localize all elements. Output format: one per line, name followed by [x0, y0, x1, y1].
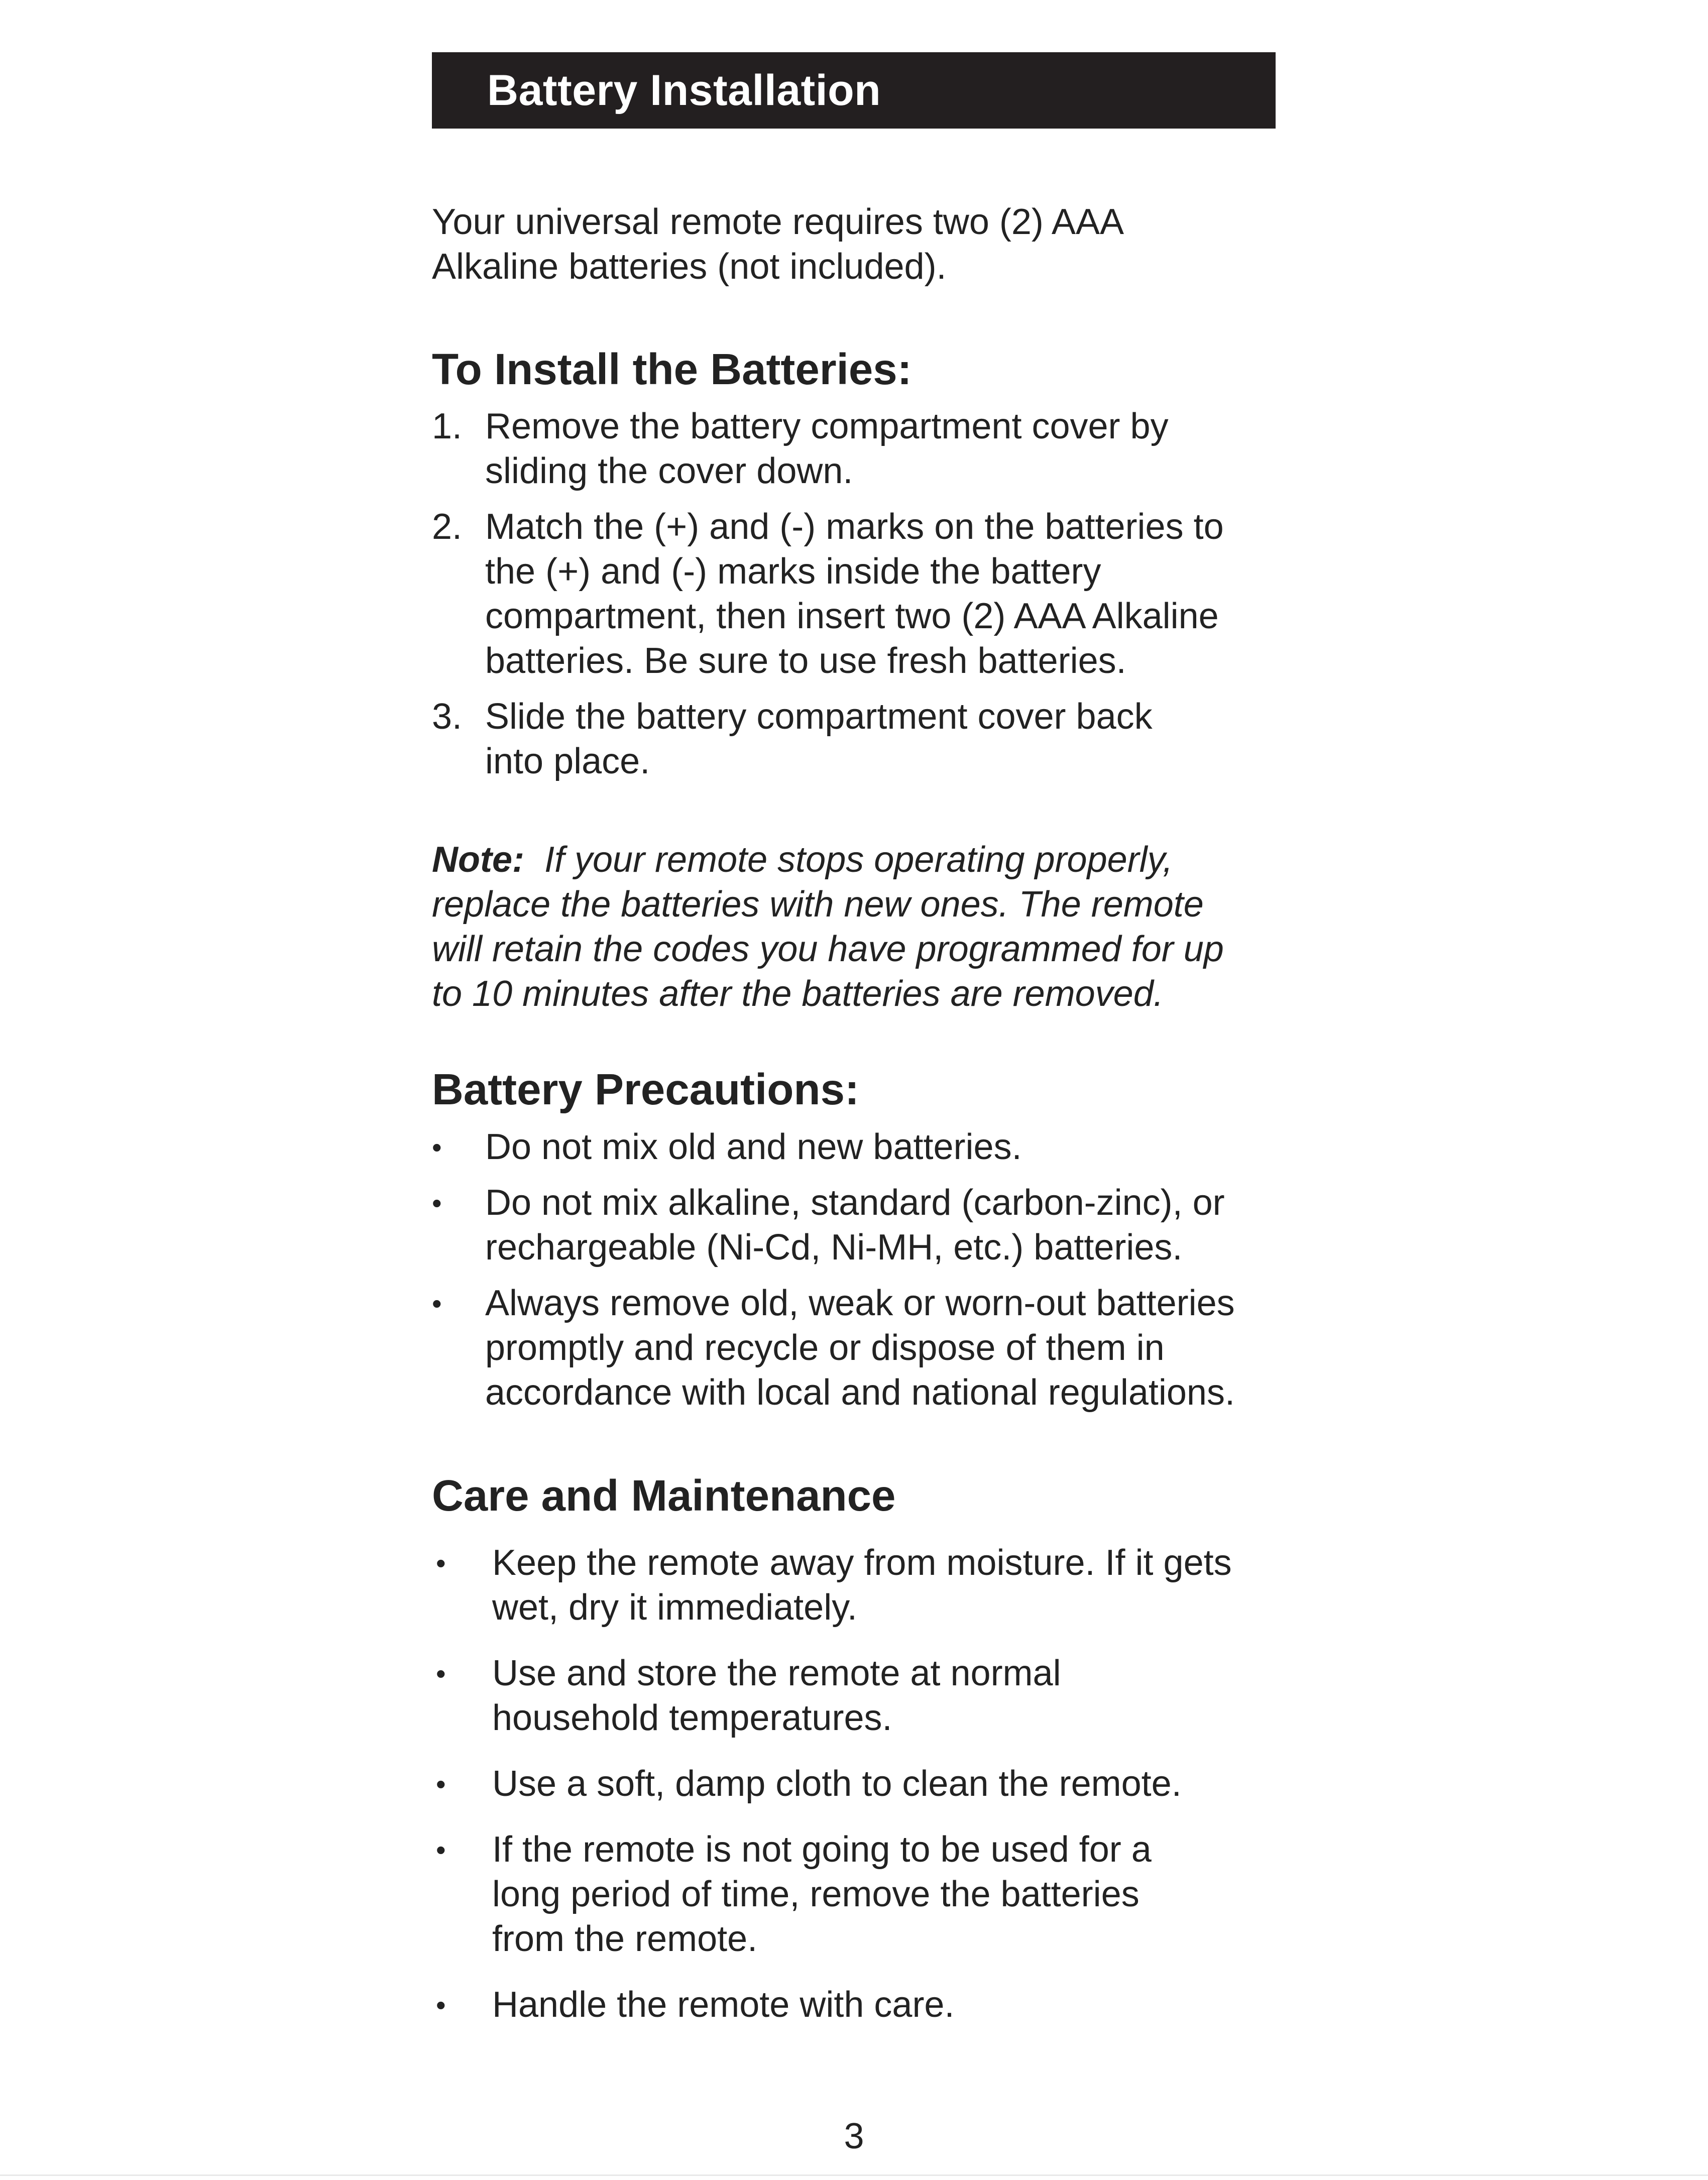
care-text: If the remote is not going to be used for a long period of time, remove the batteries from the remote.: [492, 1829, 1152, 1959]
care-item: [432, 1827, 1276, 1962]
note-text: If your remote stops operating properly, replace the batteries with new ones. The remote will retain the codes you have programmed for up to 10 minutes after the batteries are removed.: [432, 840, 1224, 1014]
bottom-edge-divider: [0, 2174, 1708, 2176]
step-text: Match the (+) and (-) marks on the batteries to the (+) and (-) marks inside the battery compartment, then insert two (2) AAA Alkaline batteries. Be sure to use fresh batteries.: [485, 507, 1224, 681]
bullet-icon: •: [436, 1834, 446, 1866]
bullet-icon: •: [432, 1288, 442, 1319]
care-item: [432, 1983, 1276, 2027]
step-number: 2.: [432, 507, 463, 547]
precaution-text: Always remove old, weak or worn-out batteries promptly and recycle or dispose of them in accordance with local and national regulations.: [485, 1283, 1235, 1413]
precaution-text: Do not mix old and new batteries.: [485, 1127, 1022, 1167]
care-text: Keep the remote away from moisture. If it gets wet, dry it immediately.: [492, 1543, 1232, 1628]
care-heading-block: [432, 1471, 1276, 1521]
precautions-heading-block: [432, 1065, 1276, 1115]
bullet-icon: •: [436, 1768, 446, 1800]
section-banner: [432, 52, 1276, 129]
bullet-icon: •: [432, 1131, 442, 1163]
precaution-item: [432, 1281, 1286, 1415]
bullet-icon: •: [432, 1187, 442, 1219]
install-heading: To Install the Batteries:: [432, 345, 912, 394]
install-step: [432, 695, 1256, 784]
precaution-item: [432, 1125, 1286, 1170]
care-heading: Care and Maintenance: [432, 1471, 896, 1520]
care-item: [432, 1762, 1276, 1806]
care-text: Use and store the remote at normal household temperatures.: [492, 1653, 1061, 1738]
step-number: 1.: [432, 406, 463, 446]
bullet-icon: •: [436, 1547, 446, 1579]
step-number: 3.: [432, 697, 463, 737]
care-text: Handle the remote with care.: [492, 1985, 955, 2025]
care-item: [432, 1651, 1276, 1741]
step-text: Remove the battery compartment cover by sliding the cover down.: [485, 406, 1169, 491]
intro-block: [432, 200, 1165, 289]
note-label: Note:: [432, 840, 524, 880]
precaution-text: Do not mix alkaline, standard (carbon-zinc), or rechargeable (Ni-Cd, Ni-MH, etc.) batteries.: [485, 1183, 1225, 1268]
precaution-item: [432, 1181, 1286, 1270]
install-steps: [432, 404, 1256, 795]
banner-title: Battery Installation: [487, 66, 881, 114]
note-block: [432, 838, 1261, 1016]
bullet-icon: •: [436, 1658, 446, 1689]
step-text: Slide the battery compartment cover back into place.: [485, 697, 1153, 781]
care-item: [432, 1541, 1276, 1630]
precautions-list: [432, 1125, 1286, 1426]
care-list: [432, 1541, 1276, 2048]
page-number: 3: [844, 2116, 864, 2156]
install-heading-block: [432, 345, 1276, 395]
care-text: Use a soft, damp cloth to clean the remote.: [492, 1764, 1182, 1804]
install-step: [432, 404, 1256, 494]
bullet-icon: •: [436, 1989, 446, 2021]
install-step: [432, 505, 1256, 683]
intro-text: Your universal remote requires two (2) AAA Alkaline batteries (not included).: [432, 202, 1122, 287]
precautions-heading: Battery Precautions:: [432, 1065, 859, 1114]
note-paragraph: [432, 838, 1261, 1016]
